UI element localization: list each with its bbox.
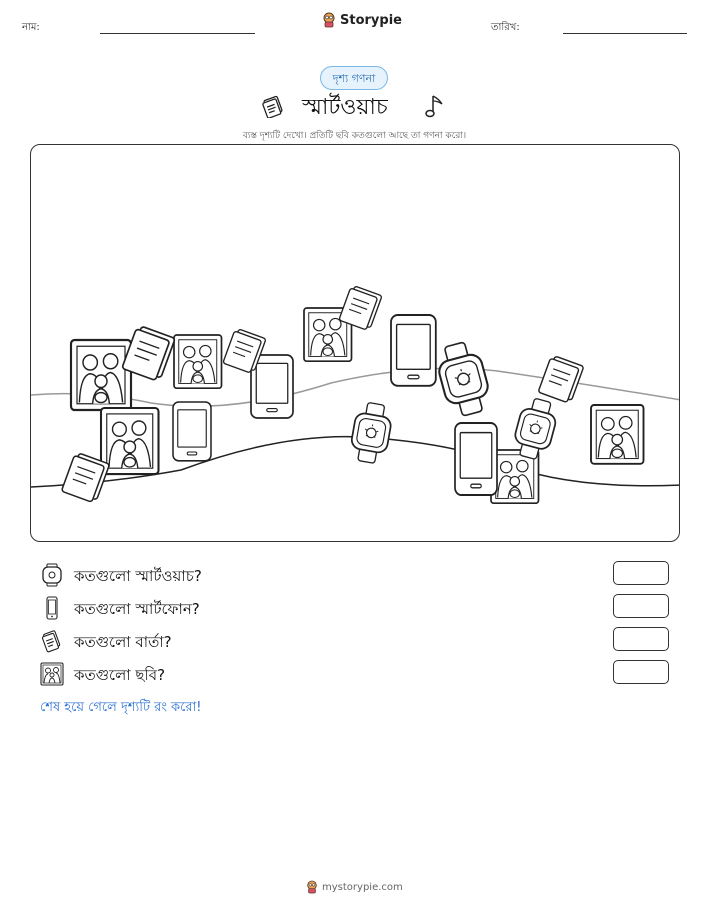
answer-box-photo[interactable]: [613, 660, 669, 684]
message-icon: [260, 94, 286, 118]
question-row-smartphone: [40, 596, 672, 622]
question-row-message: [40, 629, 672, 655]
finish-note: শেষ হয়ে গেলে দৃশ্যটি রং করো!: [40, 700, 202, 715]
footer-site: mystorypie.com: [322, 881, 403, 893]
smartphone-2: [391, 315, 436, 386]
smartphone-icon: [40, 596, 64, 620]
smartphone-3: [173, 402, 211, 461]
question-text: কতগুলো স্মার্টওয়াচ?: [74, 567, 202, 585]
date-line[interactable]: [563, 33, 687, 34]
brand-logo: [322, 12, 402, 28]
storypie-mascot-icon: [306, 880, 318, 894]
smartwatch-icon: [40, 563, 64, 587]
worksheet-title: স্মার্টওয়াচ: [302, 95, 388, 120]
photo-icon: [40, 662, 64, 686]
photo-2: [174, 335, 222, 388]
brand-name: Storypie: [340, 12, 402, 28]
photo-1: [71, 340, 131, 410]
question-text: কতগুলো বার্তা?: [74, 633, 172, 651]
photo-6: [591, 405, 644, 464]
answer-box-message[interactable]: [613, 627, 669, 651]
smartphone-4: [455, 423, 497, 495]
message-icon: [40, 629, 64, 653]
instructions: ব্যস্ত দৃশ্যটি দেখো। প্রতিটি ছবি কতগুলো আছে তা গণনা করো।: [242, 131, 467, 141]
question-row-photo: [40, 662, 672, 688]
smartwatch-2: [348, 401, 394, 465]
category-badge: দৃশ্য গণনা: [320, 66, 388, 90]
music-note-icon: [424, 92, 446, 120]
busy-scene: [30, 144, 680, 542]
footer-brand: [306, 880, 403, 894]
date-label: তারিখ:: [491, 22, 520, 33]
smartwatch-1: [433, 339, 494, 419]
message-4: [538, 355, 584, 404]
name-label: নাম:: [22, 22, 40, 33]
name-line[interactable]: [100, 33, 255, 34]
question-text: কতগুলো ছবি?: [74, 666, 166, 684]
question-text: কতগুলো স্মার্টফোন?: [74, 600, 200, 618]
scene-illustration: [31, 145, 680, 542]
storypie-mascot-icon: [322, 12, 336, 28]
photo-4: [101, 408, 159, 474]
question-row-smartwatch: [40, 563, 672, 589]
answer-box-smartphone[interactable]: [613, 594, 669, 618]
answer-box-smartwatch[interactable]: [613, 561, 669, 585]
